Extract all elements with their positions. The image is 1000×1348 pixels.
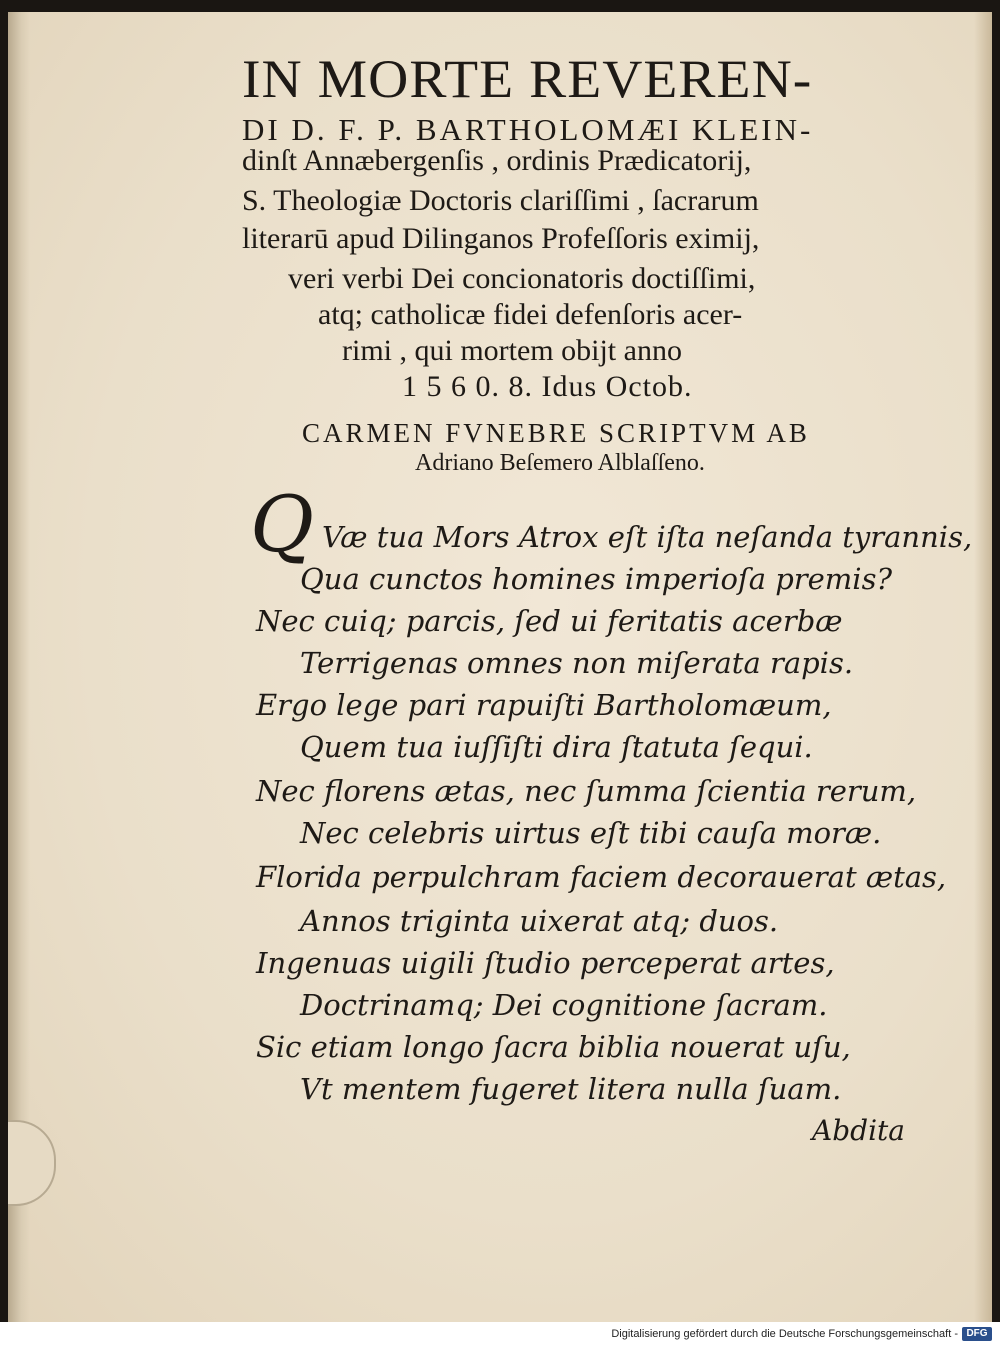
title-line-3: dinſt Annæbergenſis , ordinis Prædicatorij, bbox=[242, 144, 752, 177]
subtitle-author: Adriano Beſemero Alblaſſeno. bbox=[415, 450, 705, 476]
title-line-7: atq; catholicæ fidei defenſoris acer- bbox=[318, 298, 743, 331]
subtitle-carmen: CARMEN FVNEBRE SCRIPTVM AB bbox=[302, 418, 810, 448]
title-line-9-date: 1 5 6 0. 8. Idus Octob. bbox=[402, 370, 693, 403]
title-line-2: DI D. F. P. BARTHOLOMÆI KLEIN- bbox=[242, 112, 814, 147]
title-line-8: rimi , qui mortem obijt anno bbox=[342, 334, 682, 367]
verse-line-14: Vt mentem fugeret litera nulla ſuam. bbox=[300, 1072, 842, 1106]
title-line-5: literarū apud Dilinganos Profeſſoris eximij, bbox=[242, 222, 760, 255]
verse-line-7: Nec florens ætas, nec ſumma ſcientia rerum, bbox=[256, 774, 917, 808]
verse-line-4: Terrigenas omnes non miſerata rapis. bbox=[300, 646, 854, 680]
page-right-edge bbox=[974, 12, 992, 1322]
dfg-logo-icon[interactable]: DFG bbox=[962, 1327, 992, 1341]
title-line-6: veri verbi Dei concionatoris doctiſſimi, bbox=[288, 262, 756, 295]
verse-line-1: Væ tua Mors Atrox eſt iſta neſanda tyrannis, bbox=[322, 520, 973, 554]
drop-cap: Q bbox=[250, 480, 314, 570]
verse-line-10: Annos triginta uixerat atq; duos. bbox=[300, 904, 779, 938]
catchword: Abdita bbox=[812, 1114, 905, 1147]
verse-line-11: Ingenuas uigili ſtudio perceperat artes, bbox=[256, 946, 835, 980]
title-line-1: IN MORTE REVEREN- bbox=[242, 49, 813, 109]
binding-clip-tab bbox=[8, 1120, 56, 1206]
verse-line-6: Quem tua iuſſiſti dira ſtatuta ſequi. bbox=[300, 730, 813, 764]
verse-line-9: Florida perpulchram faciem decorauerat ætas, bbox=[256, 860, 947, 894]
footer-bar bbox=[0, 1322, 1000, 1348]
verse-line-2: Qua cunctos homines imperioſa premis? bbox=[300, 562, 892, 596]
footer-credit: Digitalisierung gefördert durch die Deutsche Forschungsgemeinschaft - bbox=[611, 1328, 958, 1340]
verse-line-8: Nec celebris uirtus eſt tibi cauſa moræ. bbox=[300, 816, 882, 850]
verse-line-3: Nec cuiq; parcis, ſed ui feritatis acerbæ bbox=[256, 604, 843, 638]
verse-line-13: Sic etiam longo ſacra biblia nouerat uſu, bbox=[256, 1030, 851, 1064]
verse-line-12: Doctrinamq; Dei cognitione ſacram. bbox=[300, 988, 828, 1022]
verse-line-5: Ergo lege pari rapuiſti Bartholomæum, bbox=[256, 688, 832, 722]
title-line-4: S. Theologiæ Doctoris clariſſimi , ſacrarum bbox=[242, 184, 759, 217]
